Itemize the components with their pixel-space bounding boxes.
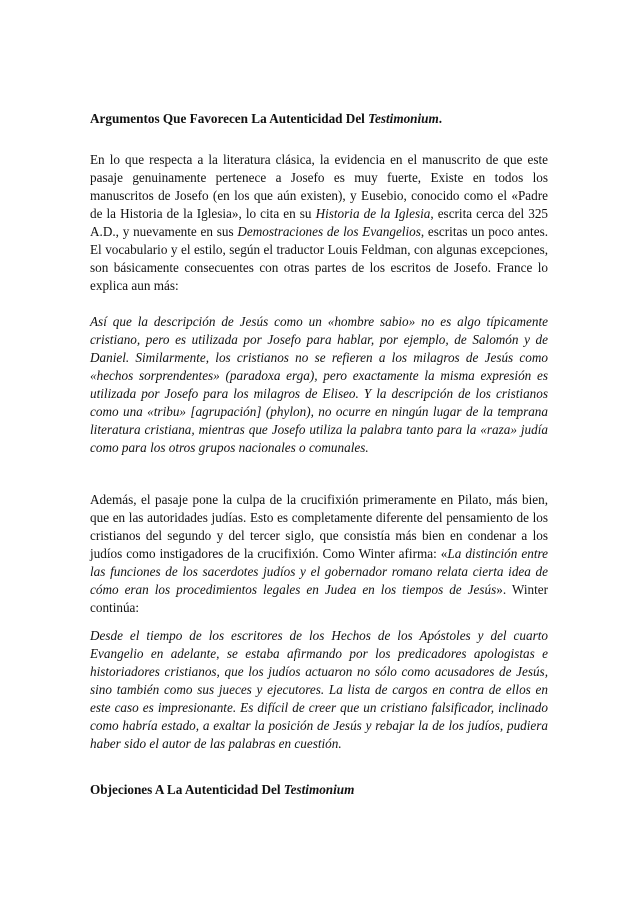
paragraph-manuscript-evidence xyxy=(90,151,548,295)
section-heading-arguments-for: Argumentos Que Favorecen La Autenticidad Del Testimonium. xyxy=(90,111,443,126)
italic-run: Demostraciones de los Evangelios xyxy=(237,224,421,239)
text-run: Además, el pasaje pone la culpa de la crucifixión primeramente en Pilato, más bien, que en las autoridades judías. Esto es completamente diferente del pensamiento de los cristianos del segundo y del tercer siglo, que consistía más bien en condenar a los judíos como instigadores de la crucifixión. Como Winter afirma: « xyxy=(90,492,548,561)
italic-run: Historia de la Iglesia xyxy=(315,206,431,221)
text-run: ». Winter continúa: xyxy=(90,582,548,615)
text-run: , escrita cerca del 325 A.D., y nuevamente en sus xyxy=(90,206,549,239)
heading-italic-term: Testimonium xyxy=(283,782,355,797)
paragraph-pilate-blame xyxy=(90,491,548,617)
blockquote-winter: Desde el tiempo de los escritores de los Hechos de los Apóstoles y del cuarto Evangelio en adelante, se estaba afirmando por los predicadores apologistas e historiadores cristianos, que los judíos actuaron no sólo como acusadores de Jesús, sino también como sus jueces y ejecutores. La lista de cargos en contra de ellos en este caso es impresionante. Es difícil de creer que un cristiano falsificador, inclinado como habría estado, a exaltar la posición de Jesús y rebajar la de los judíos, pudiera haber sido el autor de las palabras en cuestión. xyxy=(90,628,548,751)
blockquote-france: Así que la descripción de Jesús como un «hombre sabio» no es algo típicamente cristiano, pero es utilizada por Josefo para hablar, por ejemplo, de Salomón y de Daniel. Similarmente, los cristianos no se refieren a los milagros de Jesús como «hechos sorprendentes» (paradoxa erga), pero exactamente la misma expresión es utilizada por Josefo para los milagros de Eliseo. Y la descripción de los cristianos como una «tribu» [agrupación] (phylon), no ocurre en ningún lugar de la temprana literatura cristiana, mientras que Josefo utiliza la palabra tanto para la «raza» judía como para los otros grupos nacionales o comunales. xyxy=(90,314,548,455)
section-heading-objections: Objeciones A La Autenticidad Del Testimonium xyxy=(90,782,355,797)
text-run: En lo que respecta a la literatura clásica, la evidencia en el manuscrito de que este pasaje genuinamente pertenece a Josefo es muy fuerte, Existe en todos los manuscritos de Josefo (en los que aún existen), y Eusebio, conocido como el «Padre de la Historia de la Iglesia», lo cita en su xyxy=(90,152,548,221)
heading-italic-term: Testimonium xyxy=(368,111,439,126)
text-run: , escritas un poco antes. El vocabulario y el estilo, según el traductor Louis Feldman, con algunas excepciones, son básicamente consecuentes con otras partes de los escritos de Josefo. France lo explica aun más: xyxy=(90,224,548,293)
italic-run: La distinción entre las funciones de los sacerdotes judíos y el gobernador romano relata cierta idea de cómo eran los procedimientos legales en Judea en los tiempos de Jesús xyxy=(90,546,548,597)
